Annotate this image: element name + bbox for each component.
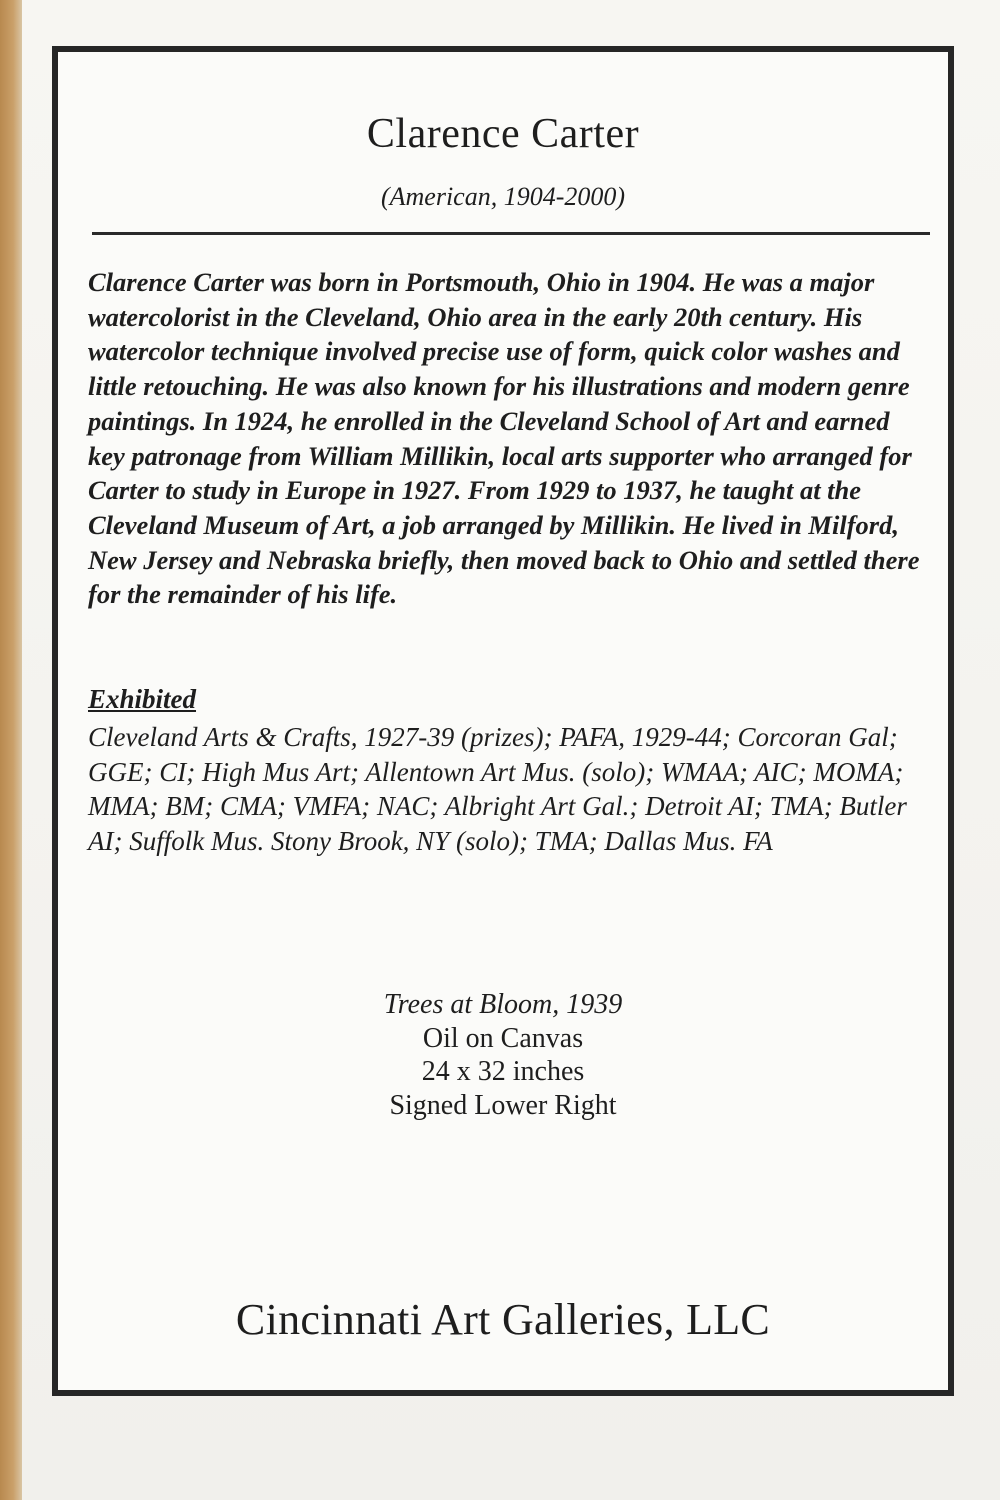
board-edge [0, 0, 22, 1500]
artwork-signature: Signed Lower Right [389, 1089, 617, 1121]
gallery-name: Cincinnati Art Galleries, LLC [235, 1295, 771, 1344]
artwork-dimensions: 24 x 32 inches [421, 1056, 585, 1087]
biography-paragraph: Clarence Carter was born in Portsmouth, Ohio in 1904. He was a major watercolorist in the Cleveland, Ohio area in the early 20th century. His watercolor technique involved precise use of form, quick color washes and little retouching. He was also known for his illustrations and modern genre paintings. In 1924, he enrolled in the Cleveland School of Art and earned key patronage from William Millikin, local arts supporter who arranged for Carter to study in Europe in 1927. From 1929 to 1937, he taught at the Cleveland Museum of Art, a job arranged by Millikin. He lived in Milford, New Jersey and Nebraska briefly, then moved back to Ohio and settled there for the remainder of his life. [88, 267, 920, 610]
exhibited-list: Cleveland Arts & Crafts, 1927-39 (prizes); PAFA, 1929-44; Corcoran Gal; GGE; CI; High Mus Art; Allentown Art Mus. (solo); WMAA; AIC; MOMA; MMA; BM; CMA; VMFA; NAC; Albright Art Gal.; Detroit AI; TMA; Butler AI; Suffolk Mus. Stony Brook, NY (solo); TMA; Dallas Mus. FA [88, 722, 907, 857]
exhibited-heading: Exhibited [88, 684, 197, 714]
artwork-title: Trees at Bloom, 1939 [383, 989, 623, 1020]
artist-nationality-dates: (American, 1904-2000) [380, 182, 626, 211]
title-divider [92, 232, 930, 235]
artwork-details [58, 988, 948, 1122]
label-card [52, 46, 954, 1396]
artist-name: Clarence Carter [366, 111, 640, 157]
artwork-medium: Oil on Canvas [422, 1022, 584, 1054]
